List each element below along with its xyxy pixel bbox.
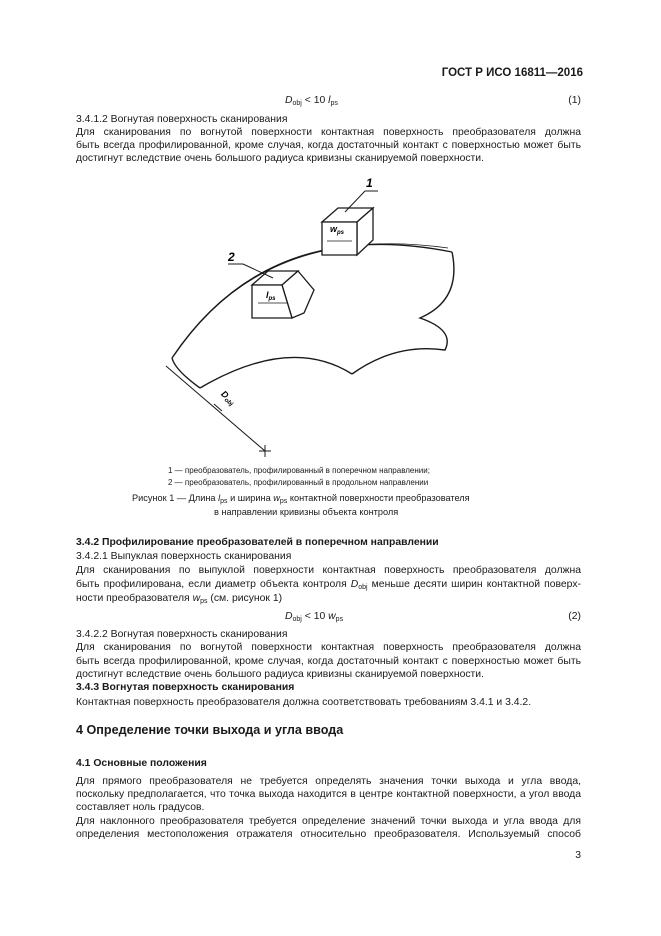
figure-label-2: 2: [228, 250, 235, 264]
section-3-4-3-title: 3.4.3 Вогнутая поверхность сканирования: [76, 682, 295, 693]
lps-label: $l_{ps}$: [266, 290, 276, 302]
figure-caption-line-2: в направлении кривизны объекта контроля: [214, 507, 399, 517]
right-end-curve: [352, 252, 454, 374]
probe-2: [252, 271, 314, 318]
figure-legend-1: 1 — преобразователь, профилированный в поперечном направлении;: [168, 466, 430, 475]
paragraph-line: Для сканирования по выпуклой поверхности контактная поверхность преобразователя должна: [76, 565, 581, 576]
equation-2-number: (2): [568, 611, 581, 622]
paragraph-line: определения местоположения отражателя относительно преобразователя. Используемый способ: [76, 829, 581, 840]
figure-caption: Рисунок 1 — Длина $l_{ps}$ и ширина $w_{ps}$ контактной поверхности преобразователя: [132, 493, 470, 505]
page-number: 3: [575, 850, 581, 861]
equation-2: $D_{obj} < 10$ $w_{ps}$: [285, 611, 344, 623]
outer-edge-arc: [172, 244, 452, 358]
section-3-4-2-title: 3.4.2 Профилирование преобразователей в поперечном направлении: [76, 537, 439, 548]
dobj-label: $D_{obj}$: [219, 388, 234, 408]
equation-1-number: (1): [568, 95, 581, 106]
section-3-4-2-2-title: 3.4.2.2 Вогнутая поверхность сканирования: [76, 629, 288, 640]
paragraph-line: достигнут вследствие очень большого радиуса кривизны сканируемой поверхности.: [76, 669, 484, 680]
paragraph-line: Контактная поверхность преобразователя должна соответствовать требованиям 3.4.1 и 3.4.2.: [76, 697, 532, 708]
section-4-1-title: 4.1 Основные положения: [76, 758, 207, 769]
paragraph-line: быть профилирована, если диаметр объекта контроля $D_{obj}$ меньше десяти ширин контактной поверх-: [76, 579, 581, 591]
inner-edge-arc: [200, 357, 352, 388]
paragraph-line: быть всегда профилированной, кроме случая, когда достаточный контакт с поверхностью может быть: [76, 656, 581, 667]
figure-label-1: 1: [366, 176, 373, 190]
equation-1: $D_{obj} < 10$ $l_{ps}$: [285, 95, 338, 107]
paragraph-line: Для наклонного преобразователя требуется определение значений точки выхода и угла ввода для: [76, 816, 581, 827]
section-4-title: 4 Определение точки выхода и угла ввода: [76, 723, 344, 737]
paragraph-line: составляет ноль градусов.: [76, 802, 205, 813]
document-header: ГОСТ Р ИСО 16811—2016: [441, 67, 583, 79]
paragraph-line: ности преобразователя $w_{ps}$ (см. рисунок 1): [76, 593, 283, 605]
paragraph-line: поскольку предполагается, что точка выхода находится в центре контактной поверхности, а угол ввода: [76, 789, 581, 800]
paragraph-line: Для сканирования по вогнутой поверхности контактная поверхность преобразователя должна: [76, 127, 581, 138]
figure-legend-2: 2 — преобразователь, профилированный в продольном направлении: [168, 478, 429, 487]
paragraph-line: достигнут вследствие очень большого радиуса кривизны сканируемой поверхности.: [76, 153, 484, 164]
wps-label: $w_{ps}$: [330, 224, 345, 236]
section-3-4-1-2-title: 3.4.1.2 Вогнутая поверхность сканирования: [76, 114, 288, 125]
paragraph-line: Для сканирования по вогнутой поверхности контактная поверхность преобразователя должна: [76, 642, 581, 653]
paragraph-line: Для прямого преобразователя не требуется определять значения точки выхода и угла ввода,: [76, 776, 581, 787]
section-3-4-2-1-title: 3.4.2.1 Выпуклая поверхность сканирования: [76, 551, 292, 562]
outer-edge-inner-line: [175, 244, 448, 354]
paragraph-line: быть всегда профилированной, кроме случая, когда достаточный контакт с поверхностью может быть: [76, 140, 581, 151]
